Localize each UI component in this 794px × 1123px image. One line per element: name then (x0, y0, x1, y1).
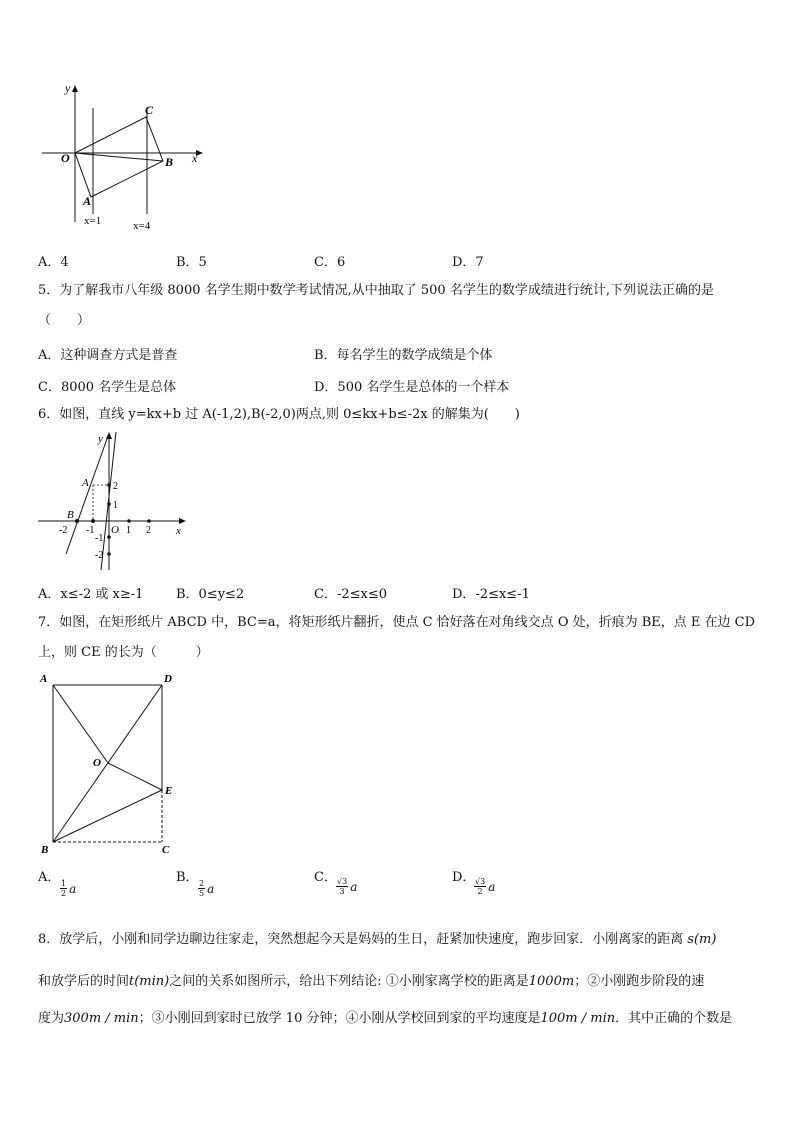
q4-option-b[interactable]: B．5 (176, 255, 207, 270)
q7-option-b-value (198, 878, 214, 898)
q4-option-a[interactable]: A．4 (38, 255, 69, 270)
q6-label-O: O (111, 524, 119, 536)
q8-var-t: t(min) (129, 974, 170, 989)
q8-stem-line3 (38, 1011, 732, 1027)
q6-point-y2 (107, 483, 111, 487)
q5-option-b[interactable]: B．每名学生的数学成绩是个体 (314, 348, 493, 363)
q7-option-d-value (474, 876, 495, 896)
q7-crease-BE (53, 790, 162, 842)
q7-option-a-den: 2 (61, 889, 67, 898)
q7-label-B: B (41, 844, 49, 856)
q6-point-xm1 (91, 519, 95, 523)
q6-option-c[interactable]: C．-2≤x≤0 (314, 587, 387, 602)
q8-text-2a: 和放学后的时间 (38, 974, 130, 989)
q7-label-E: E (165, 785, 173, 797)
q4-label-x4: x=4 (133, 220, 151, 232)
q4-label-C: C (145, 103, 154, 117)
q6-option-b[interactable]: B．0≤y≤2 (176, 587, 245, 602)
q8-text-2e: ；②小刚跑步阶段的速 (574, 974, 705, 989)
q6-tick-xm2: -2 (59, 525, 68, 536)
q6-tick-ym2: -2 (95, 550, 104, 561)
q5-option-d[interactable]: D．500 名学生是总体的一个样本 (314, 380, 510, 395)
q8-text-2c: 之间的关系如图所示，给出下列结论: ①小刚家离学校的距离是 (169, 974, 529, 989)
q4-label-O: O (61, 151, 70, 165)
q6-tick-xm1: -1 (86, 525, 95, 536)
q4-label-A: A (83, 194, 92, 208)
q7-label-C: C (162, 844, 170, 856)
q8-text-3c: ；③小刚回到家时已放学 10 分钟；④小刚从学校回到家的平均速度是 (138, 1011, 541, 1026)
q4-diagonal-OB (75, 153, 163, 161)
q7-stem-line1: 7．如图，在矩形纸片 ABCD 中，BC=a，将矩形纸片翻折，使点 C 恰好落在对角线交点 O 处，折痕为 BE，点 E 在边 CD (38, 615, 756, 630)
q4-label-B: B (165, 155, 174, 169)
q4-label-x1: x=1 (84, 215, 102, 227)
q8-var-s: s(m) (687, 932, 717, 947)
q6-point-B (75, 519, 79, 523)
q8-val-1000m: 1000m (528, 974, 575, 989)
q6-point-ym2 (107, 552, 111, 556)
q6-label-y: y (98, 433, 103, 445)
q7-option-c-den: 3 (339, 887, 345, 896)
q8-val-300: 300m / min (64, 1011, 139, 1026)
q6-tick-ym1: -1 (95, 533, 104, 544)
q7-option-b-var: a (207, 882, 215, 896)
q6-label-x: x (176, 525, 181, 537)
q7-label-A: A (40, 673, 48, 685)
q7-option-b-num: 2 (199, 879, 205, 888)
q7-figure (36, 670, 186, 858)
q4-figure (38, 82, 208, 234)
q7-option-c-label[interactable]: C． (314, 870, 337, 885)
q6-point-x2 (147, 519, 151, 523)
q6-stem: 6．如图，直线 y=kx+b 过 A(-1,2),B(-2,0)两点,则 0≤kx+b≤-2x 的解集为( ) (38, 407, 520, 422)
q6-figure (36, 430, 190, 576)
q7-option-a-label[interactable]: A． (38, 870, 61, 885)
q7-option-a-var: a (69, 882, 77, 896)
q7-diagonal-AC (53, 685, 108, 763)
q4-option-c[interactable]: C．6 (314, 255, 346, 270)
q7-label-D: D (164, 673, 172, 685)
q6-tick-y1: 1 (113, 500, 118, 511)
q8-text-3e: ．其中正确的个数是 (615, 1011, 733, 1026)
q6-tick-x2: 2 (146, 525, 151, 536)
q7-label-O: O (93, 757, 101, 769)
q8-text-3a: 度为 (38, 1011, 65, 1026)
q7-option-d-label[interactable]: D． (452, 870, 476, 885)
q8-val-100: 100m / min (540, 1011, 616, 1026)
q6-point-x1 (127, 519, 131, 523)
q5-stem: 5．为了解我市八年级 8000 名学生期中数学考试情况,从中抽取了 500 名学生的数学成绩进行统计,下列说法正确的是 (38, 283, 714, 298)
q7-option-c-var: a (350, 880, 358, 894)
q7-option-a-num: 1 (61, 879, 67, 888)
q6-option-d[interactable]: D．-2≤x≤-1 (452, 587, 530, 602)
q7-stem-line2: 上，则 CE 的长为（ ） (38, 645, 209, 660)
q6-tick-x1: 1 (126, 525, 131, 536)
q6-x-arrow (179, 518, 186, 524)
q7-option-b-label[interactable]: B． (176, 870, 199, 885)
q7-option-d-var: a (488, 880, 496, 894)
q6-tick-y2: 2 (113, 481, 118, 492)
q8-stem-line1 (38, 932, 716, 948)
q4-option-d[interactable]: D．7 (452, 255, 484, 270)
q5-option-a[interactable]: A．这种调查方式是普查 (38, 348, 178, 363)
q7-option-c-value (336, 876, 357, 896)
q6-option-a[interactable]: A．x≤-2 或 x≥-1 (38, 587, 144, 602)
q4-y-arrow (72, 85, 78, 92)
q7-option-b-den: 5 (199, 889, 205, 898)
q5-option-c[interactable]: C．8000 名学生是总体 (38, 380, 177, 395)
q8-stem-line2 (38, 974, 704, 990)
q7-option-c-num: √3 (337, 877, 348, 886)
q7-segment-OE (108, 763, 162, 790)
q4-label-x: x (192, 151, 198, 165)
q6-point-y1 (107, 502, 111, 506)
q8-text-1a: 8．放学后，小刚和同学边聊边往家走，突然想起今天是妈妈的生日，赶紧加快速度，跑步回家．小刚离家的距离 (38, 932, 684, 947)
q6-label-B: B (67, 509, 74, 521)
q7-option-a-value (60, 878, 76, 898)
q6-label-A: A (82, 477, 89, 489)
q7-option-d-num: √3 (475, 877, 486, 886)
q5-answer-paren: （ ） (38, 313, 91, 328)
q4-label-y: y (65, 81, 71, 95)
q7-option-d-den: 2 (477, 887, 483, 896)
